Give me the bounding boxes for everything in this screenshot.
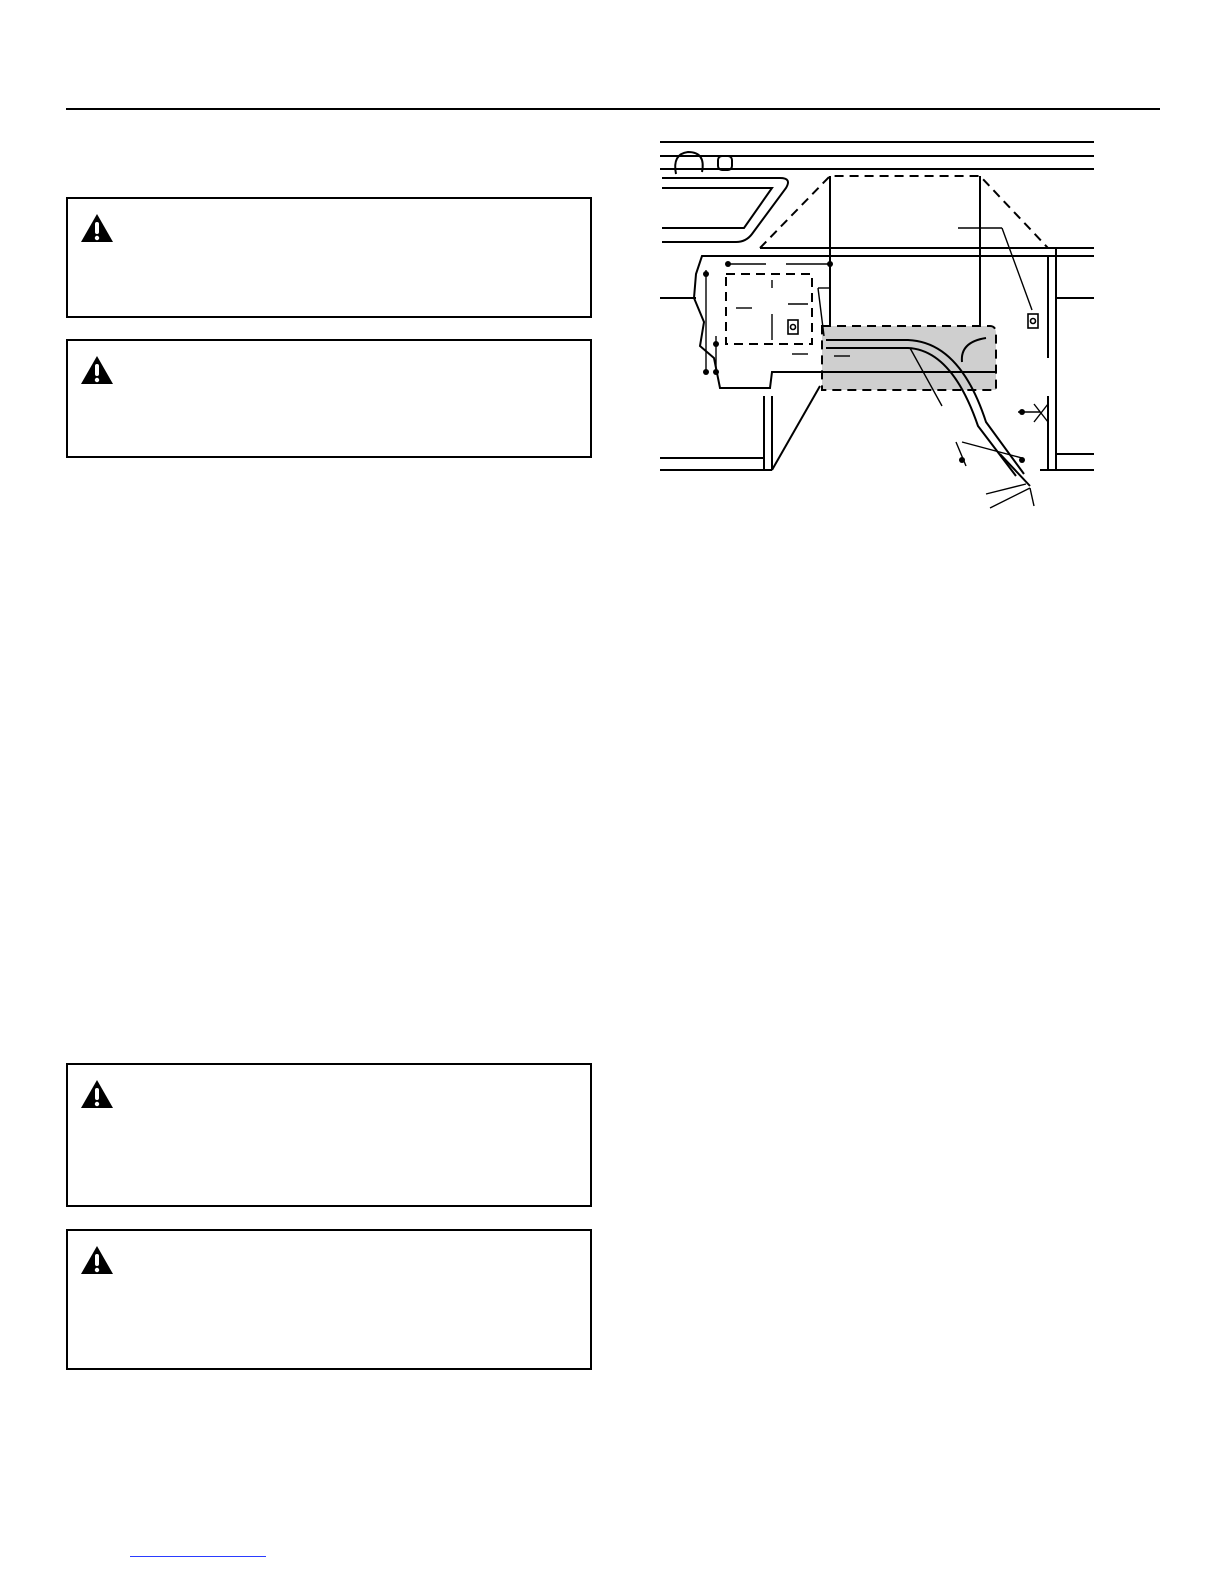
warning-box-3 [66, 1063, 592, 1207]
footer-link-underline [130, 1556, 266, 1557]
warning-triangle-icon [80, 213, 114, 243]
header-rule [66, 108, 1160, 110]
warning-triangle-icon [80, 1245, 114, 1275]
warning-box-1 [66, 197, 592, 318]
warning-triangle-icon [80, 1079, 114, 1109]
installation-diagram [660, 136, 1100, 516]
warning-box-2 [66, 339, 592, 458]
warning-triangle-icon [80, 355, 114, 385]
warning-box-4 [66, 1229, 592, 1370]
